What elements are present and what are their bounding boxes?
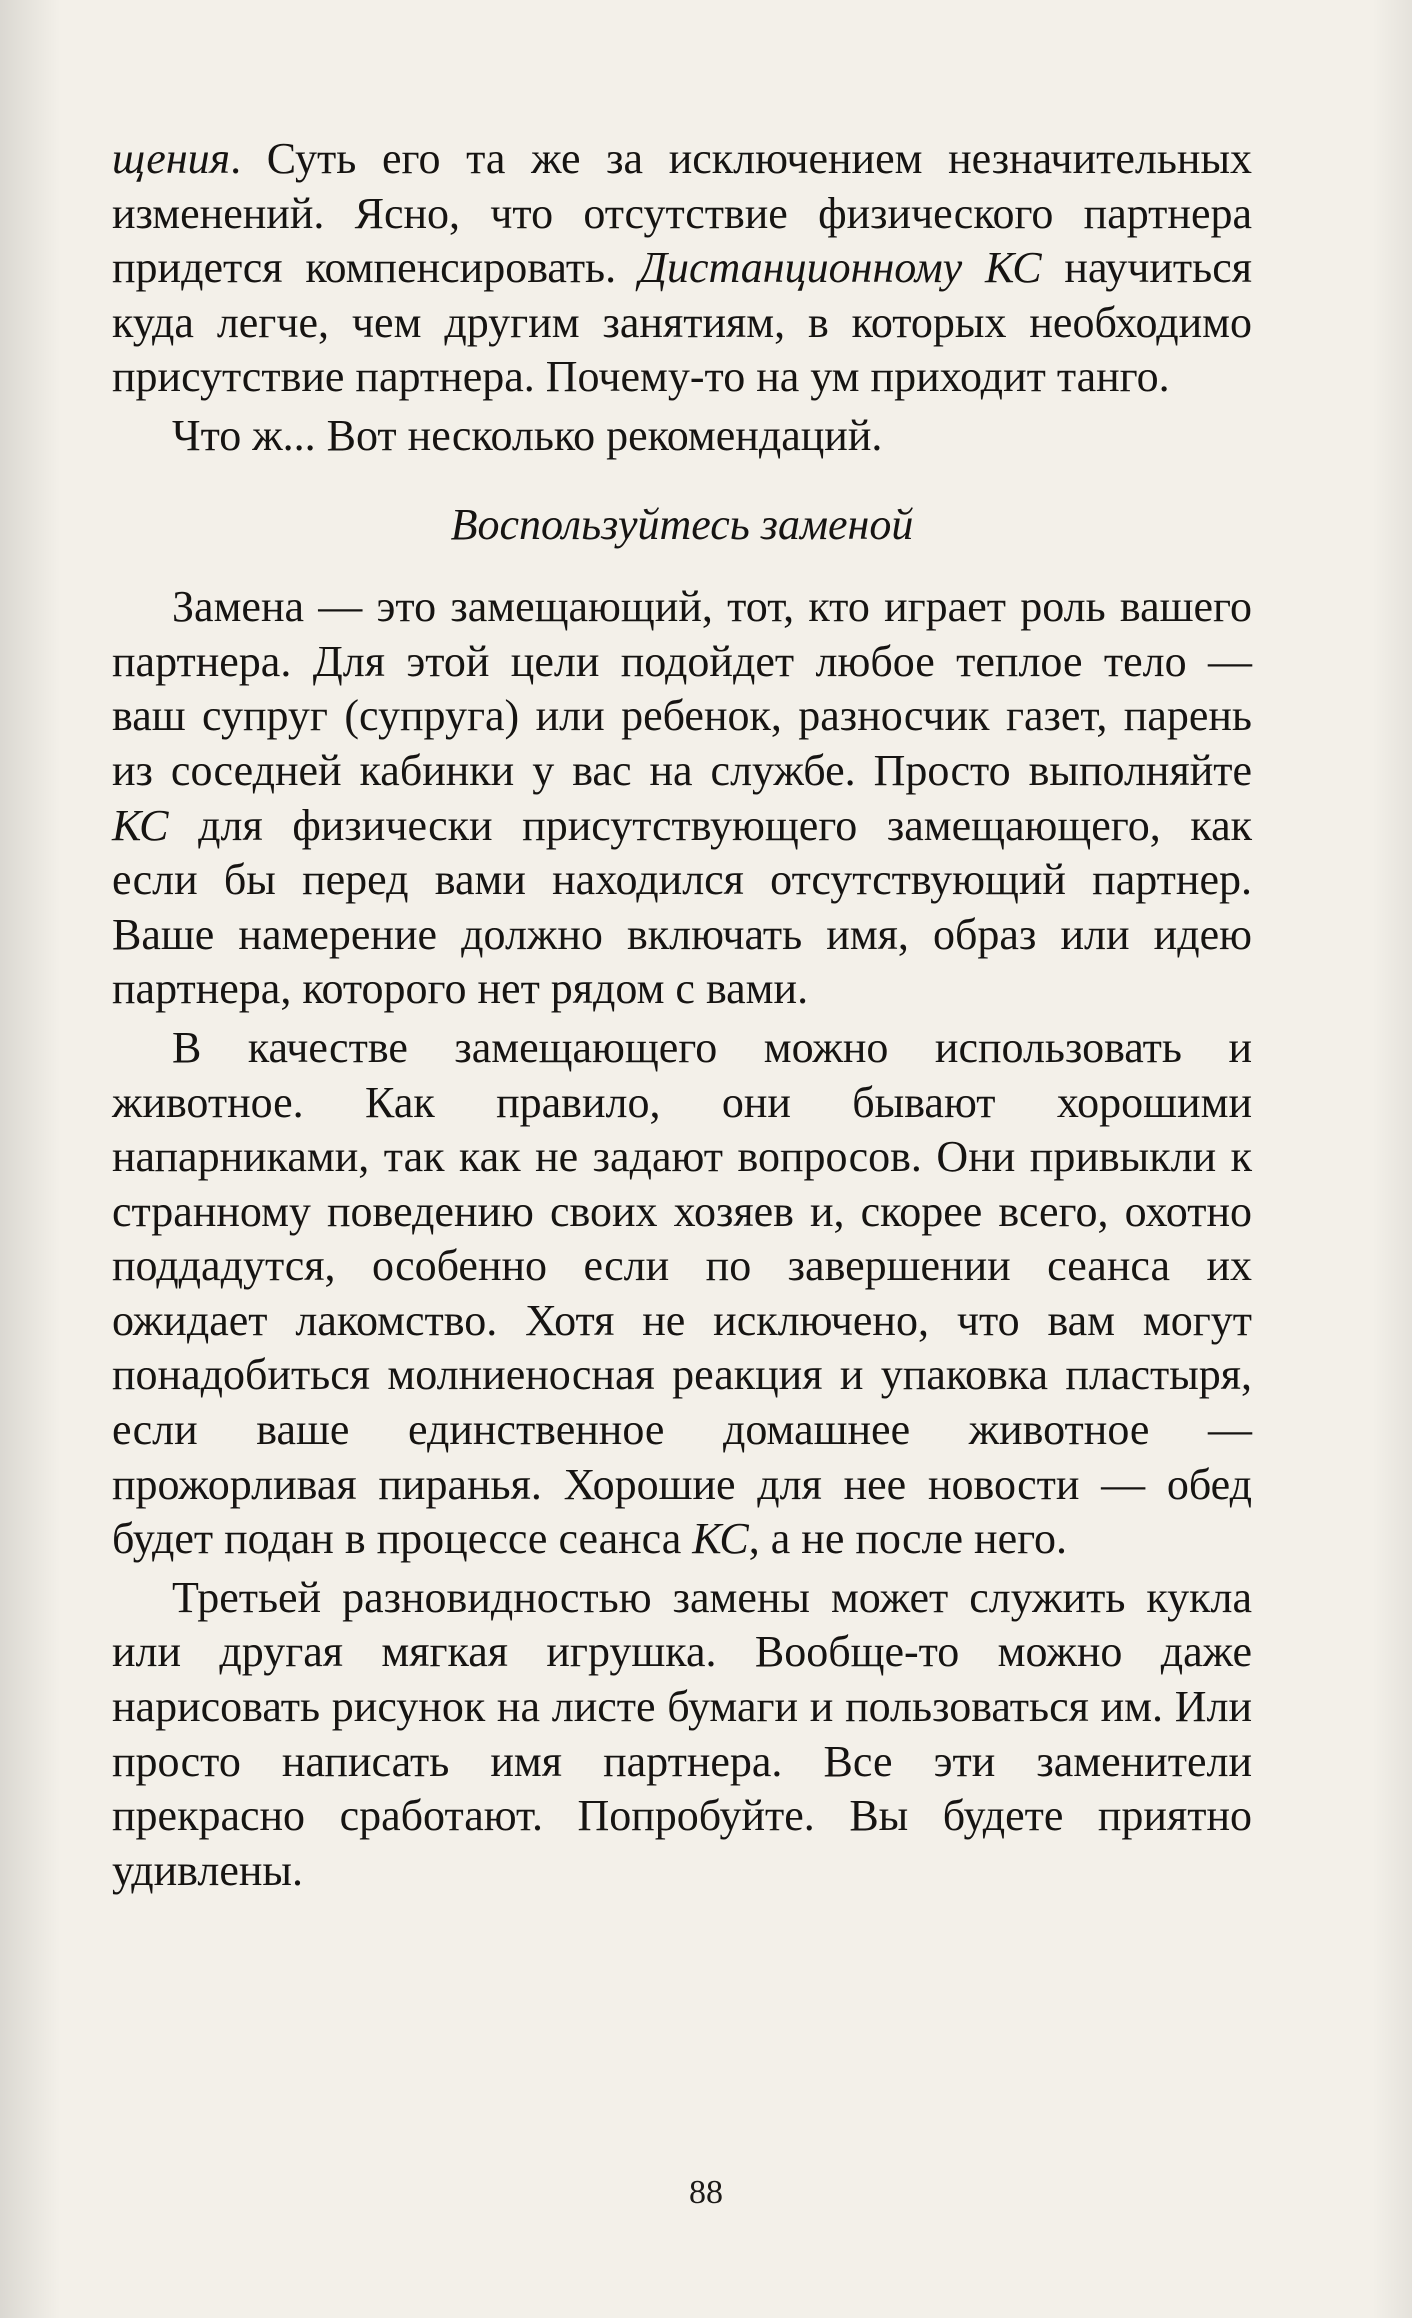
- body-text: [112, 132, 1252, 1898]
- paragraph-1: [112, 132, 1252, 405]
- section-heading: Воспользуйтесь заменой: [450, 499, 914, 549]
- page-number: 88: [689, 2174, 723, 2211]
- paragraph-4: [112, 1021, 1252, 1567]
- paragraph-4-text-end: , а не после него.: [748, 1514, 1068, 1564]
- paragraph-1-text: . Суть его та же за исключением незначительных изменений. Ясно, что отсутствие физического партнера придется компенсировать.: [112, 134, 1252, 293]
- paragraph-3: [112, 580, 1252, 1017]
- paragraph-3-text-end: для физически присутствующего замещающего, как если бы перед вами находился отсутствующий партнер. Ваше намерение должно включать имя, образ или идею партнера, которого нет рядом с вами.: [112, 800, 1252, 1014]
- paragraph-2: Что ж... Вот несколько рекомендаций.: [172, 410, 883, 460]
- paragraph-4-text: В качестве замещающего можно использовать и животное. Как правило, они бывают хорошими напарниками, так как не задают вопросов. Они привыкли к странному поведению своих хозяев и, скорее всего, охотно поддадутся, особенно если по завершении сеанса их ожидает лакомство. Хотя не исключено, что вам могут понадобиться молниеносная реакция и упаковка пластыря, если ваше единственное домашнее животное — прожорливая пиранья. Хорошие для нее новости — обед будет подан в процессе сеанса: [112, 1022, 1252, 1564]
- page-gutter-shadow: [0, 0, 60, 2318]
- italic-term: Дистанционному КС: [638, 243, 1042, 293]
- paragraph-5: Третьей разновидностью замены может служить кукла или другая мягкая игрушка. Вообще-то можно даже нарисовать рисунок на листе бумаги и пользоваться им. Или просто написать имя партнера. Все эти заменители прекрасно сработают. Попробуйте. Вы будете приятно удивлены.: [112, 1572, 1252, 1895]
- italic-term: КС: [112, 800, 169, 850]
- paragraph-1-text-end: научиться куда легче, чем другим занятиям, в которых необходимо присутствие партнера. Почему-то на ум приходит танго.: [112, 243, 1252, 402]
- page-edge-shadow: [1372, 0, 1412, 2318]
- italic-term: КС: [692, 1514, 749, 1564]
- italic-word: щения: [112, 134, 231, 183]
- paragraph-3-text: Замена — это замещающий, тот, кто играет роль вашего партнера. Для этой цели подойдет любое теплое тело — ваш супруг (супруга) или ребенок, разносчик газет, парень из соседней кабинки у вас на службе. Просто выполняйте: [112, 582, 1252, 795]
